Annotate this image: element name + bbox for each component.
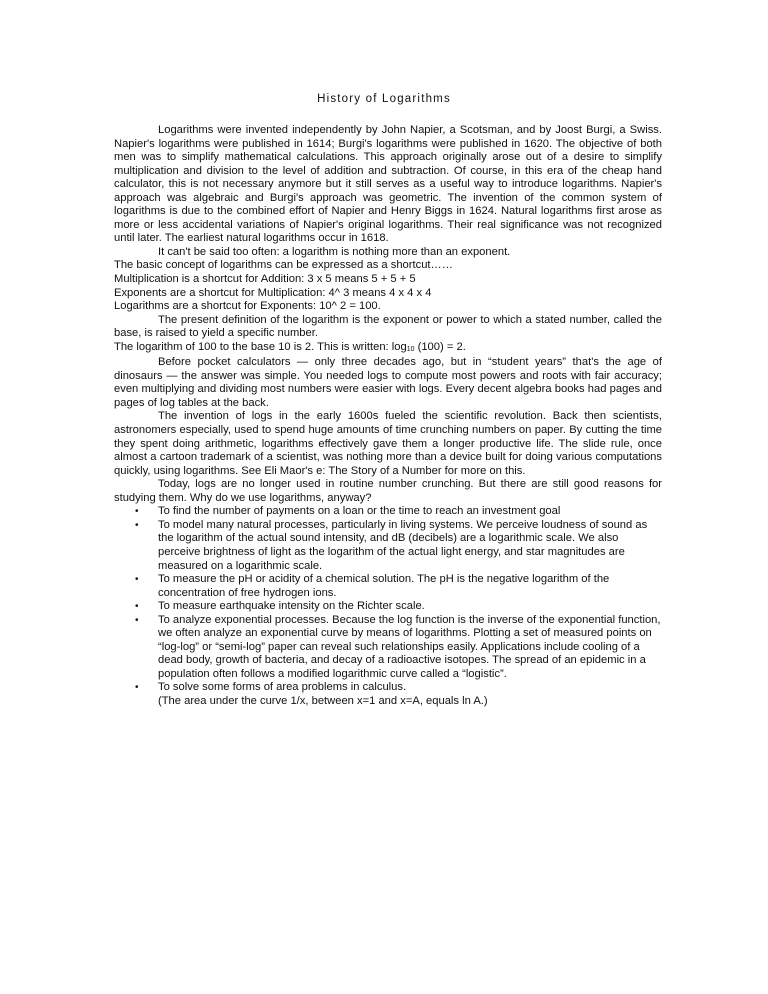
- line-logarithms: Logarithms are a shortcut for Exponents: 10^ 2 = 100.: [114, 300, 381, 313]
- paragraph-today: Today, logs are no longer used in routine number crunching. But there are still good reasons for studying them. Why do we use logarithms, anyway?: [114, 478, 662, 504]
- bullet-icon: •: [135, 601, 139, 613]
- document-title: History of Logarithms: [317, 93, 451, 105]
- bullet-icon: •: [135, 506, 139, 518]
- list-item: [114, 681, 662, 708]
- list-item: [114, 600, 662, 614]
- bullet-icon: •: [135, 682, 139, 694]
- list-item-text: To solve some forms of area problems in calculus.: [158, 681, 407, 694]
- list-item-note: (The area under the curve 1/x, between x=1 and x=A, equals ln A.): [158, 694, 488, 707]
- reasons-list: [114, 505, 662, 708]
- list-item: [114, 614, 662, 682]
- log-base-subscript: 10: [406, 345, 415, 353]
- line-multiplication: Multiplication is a shortcut for Addition: 3 x 5 means 5 + 5 + 5: [114, 273, 416, 286]
- line-basic-concept: The basic concept of logarithms can be expressed as a shortcut……: [114, 259, 453, 272]
- paragraph-calculators: Before pocket calculators — only three decades ago, but in “student years” that's the age of dinosaurs — the answer was simple. You needed logs to compute most powers and roots with fair accuracy; even multiplying and dividing most numbers were easier with logs. Every decent algebra books had pages and pages of log tables at the back.: [114, 356, 662, 409]
- list-item-text: To measure earthquake intensity on the Richter scale.: [158, 600, 425, 613]
- list-item-text: To find the number of payments on a loan or the time to reach an investment goal: [158, 505, 561, 518]
- log-example-text: The logarithm of 100 to the base 10 is 2. This is written: log: [114, 340, 407, 353]
- bullet-icon: •: [135, 519, 139, 531]
- list-item-text: To analyze exponential processes. Because the log function is the inverse of the exponential function, we often analyze an exponential curve by means of logarithms. Plotting a set of measured points on “log-log” or “semi-log” paper can reveal such relationships easily. Applications include cooling of a dead body, growth of bacteria, and decay of a radioactive isotopes. The spread of an epidemic in a population often follows a modified logarithmic curve called a “logistic”.: [158, 613, 661, 680]
- log-example-value: (100) = 2.: [414, 340, 466, 353]
- list-item-text: To model many natural processes, particularly in living systems. We perceive loudness of sound as the logarithm of the actual sound intensity, and dB (decibels) are a logarithmic scale. We also perceive brightness of light as the logarithm of the actual light energy, and star magnitudes are measured on a logarithmic scale.: [158, 518, 648, 572]
- line-exponents: Exponents are a shortcut for Multiplication: 4^ 3 means 4 x 4 x 4: [114, 286, 432, 299]
- paragraph-invention: Logarithms were invented independently by John Napier, a Scotsman, and by Joost Burgi, a Swiss. Napier's logarithms were published in 1614; Burgi's logarithms were published in 1620. The objective of both men was to simplify mathematical calculations. This approach originally arose out of a desire to simplify multiplication and division to the level of addition and subtraction. Of course, in this era of the cheap hand calculator, this is not necessary anymore but it still serves as a useful way to introduce logarithms. Napier's approach was algebraic and Burgi's approach was geometric. The invention of the common system of logarithms is due to the combined effort of Napier and Henry Biggs in 1624. Natural logarithms first arose as more or less accidental variations of Napier's original logarithms. Their real significance was not recognized until later. The earliest natural logarithms occur in 1618.: [114, 124, 662, 245]
- list-item: [114, 573, 662, 600]
- document-body: [114, 124, 662, 709]
- bullet-icon: •: [135, 574, 139, 586]
- paragraph-exponent: It can't be said too often: a logarithm is nothing more than an exponent.: [158, 245, 511, 258]
- paragraph-revolution: The invention of logs in the early 1600s fueled the scientific revolution. Back then scientists, astronomers especially, used to spend huge amounts of time crunching numbers on paper. By cutting the time they spent doing arithmetic, logarithms effectively gave them a longer productive life. The slide rule, once almost a cartoon trademark of a scientist, was nothing more than a device built for doing various computations quickly, using logarithms. See Eli Maor's e: The Story of a Number for more on this.: [114, 410, 662, 477]
- line-log-example: [114, 341, 662, 357]
- list-item: [114, 519, 662, 573]
- paragraph-definition: The present definition of the logarithm is the exponent or power to which a stated number, called the base, is raised to yield a specific number.: [114, 313, 662, 340]
- bullet-icon: •: [135, 614, 139, 626]
- list-item: [114, 505, 662, 519]
- list-item-text: To measure the pH or acidity of a chemical solution. The pH is the negative logarithm of the concentration of free hydrogen ions.: [158, 573, 610, 599]
